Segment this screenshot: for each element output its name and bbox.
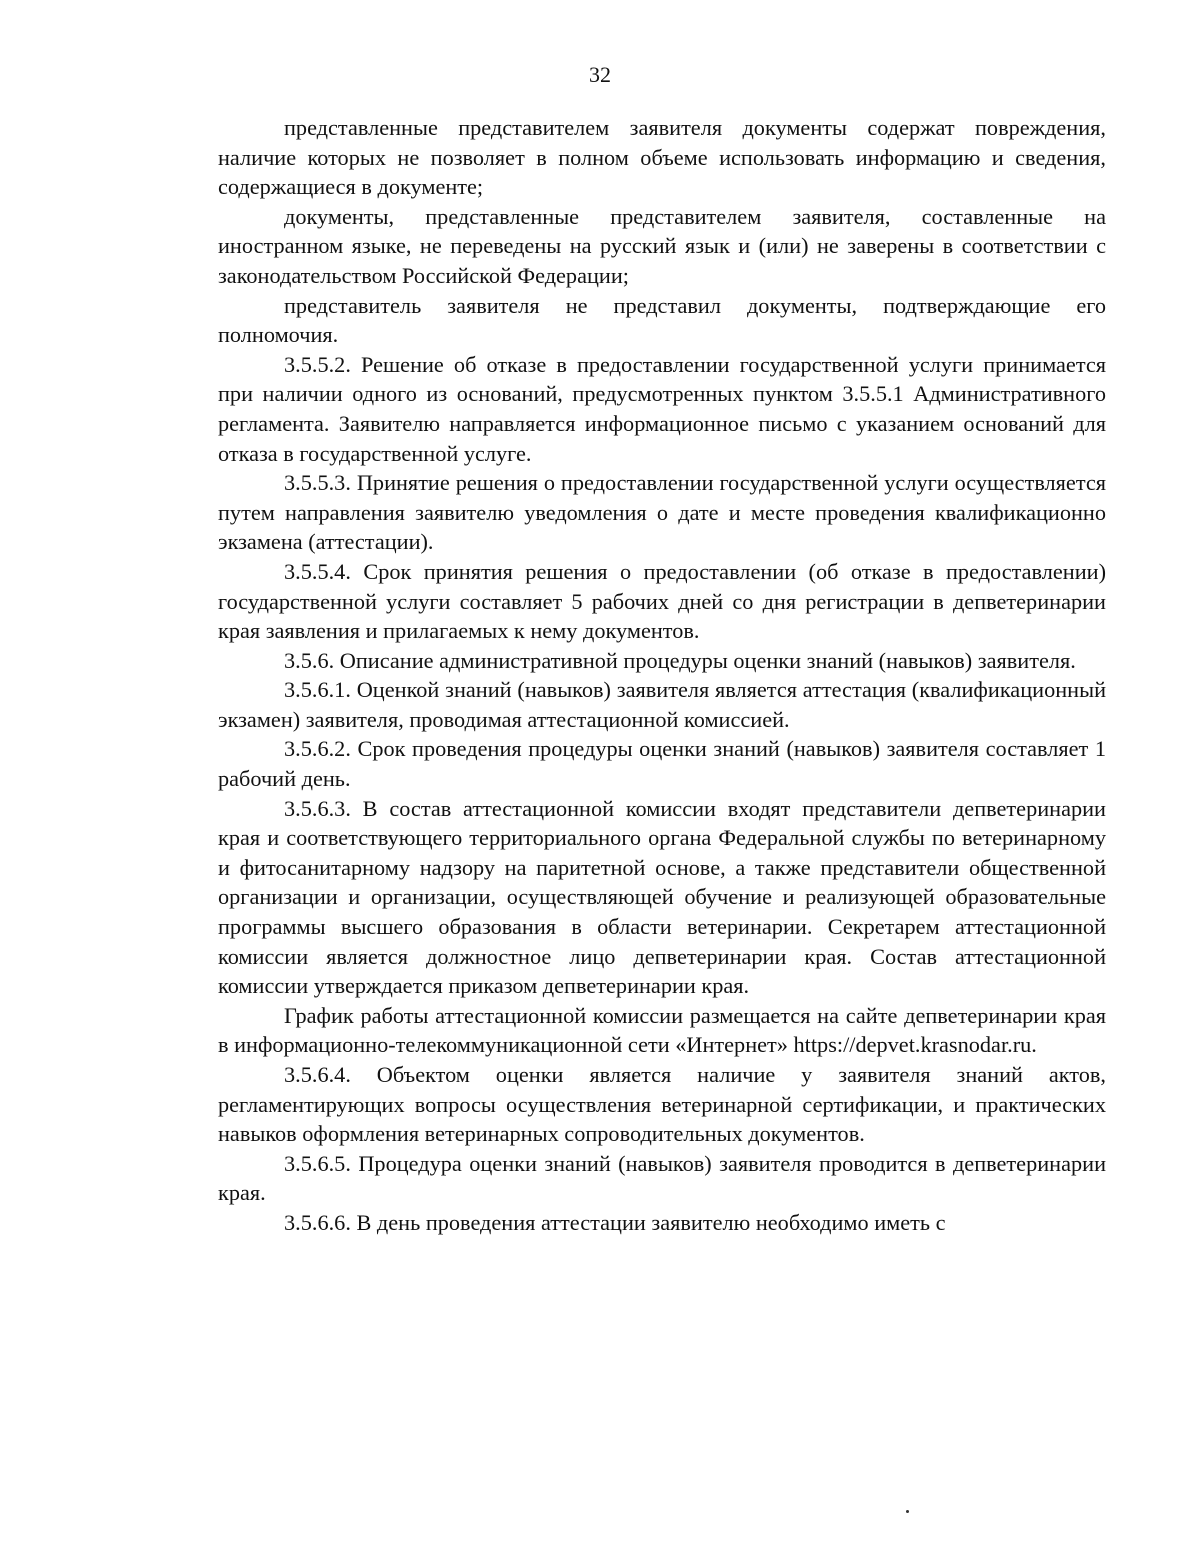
paragraph-3-5-6-5: 3.5.6.5. Процедура оценки знаний (навыков) заявителя проводится в депветеринарии края. (218, 1150, 1106, 1206)
scan-speck (906, 1510, 909, 1513)
document-body (218, 113, 1106, 1238)
page-number: 32 (589, 62, 611, 87)
paragraph-3-5-5-4: 3.5.5.4. Срок принятия решения о предоставлении (об отказе в предоставлении) государственной услуги составляет 5 рабочих дней со дня регистрации в депветеринарии края заявления и прилагаемых к нему документов. (218, 558, 1106, 644)
paragraph-3-5-6-1: 3.5.6.1. Оценкой знаний (навыков) заявителя является аттестация (квалификационный экзамен) заявителя, проводимая аттестационной комиссией. (218, 677, 1106, 732)
paragraph-3-5-6-6: 3.5.6.6. В день проведения аттестации заявителю необходимо иметь с (284, 1209, 946, 1235)
paragraph-3-5-5-3: 3.5.5.3. Принятие решения о предоставлении государственной услуги осуществляется путем направления заявителю уведомления о дате и месте проведения квалификационно экзамена (аттестации). (218, 470, 1106, 555)
paragraph-foreign-language-documents: документы, представленные представителем заявителя, составленные на иностранном языке, не переведены на русский язык и (или) не заверены в соответствии с законодательством Российской Федерации; (218, 203, 1106, 288)
paragraph-3-5-6-3: 3.5.6.3. В состав аттестационной комиссии входят представители депветеринарии края и соответствующего территориального органа Федеральной службы по ветеринарному и фитосанитарному надзору на паритетной основе, а также представители общественной организации и организации, осуществляющей обучение и реализующей образовательные программы высшего образования в области ветеринарии. Секретарем аттестационной комиссии является должностное лицо депветеринарии края. Состав аттестационной комиссии утверждается приказом депветеринарии края. (218, 795, 1106, 999)
paragraph-commission-schedule: График работы аттестационной комиссии размещается на сайте депветеринарии края в информационно-телекоммуникационной сети «Интернет» https://depvet.krasnodar.ru. (218, 1002, 1106, 1058)
paragraph-authority-documents: представитель заявителя не представил документы, подтверждающие его полномочия. (218, 292, 1106, 348)
paragraph-3-5-6: 3.5.6. Описание административной процедуры оценки знаний (навыков) заявителя. (284, 647, 1076, 673)
paragraph-3-5-5-2: 3.5.5.2. Решение об отказе в предоставлении государственной услуги принимается при наличии одного из оснований, предусмотренных пунктом 3.5.5.1 Административного регламента. Заявителю направляется информационное письмо с указанием оснований для отказа в государственной услуге. (218, 351, 1106, 466)
paragraph-3-5-6-4: 3.5.6.4. Объектом оценки является наличие у заявителя знаний актов, регламентирующих вопросы осуществления ветеринарной сертификации, и практических навыков оформления ветеринарных сопроводительных документов. (218, 1062, 1106, 1147)
paragraph-damaged-documents: представленные представителем заявителя документы содержат повреждения, наличие которых не позволяет в полном объеме использовать информацию и сведения, содержащиеся в документе; (218, 115, 1106, 200)
paragraph-3-5-6-2: 3.5.6.2. Срок проведения процедуры оценки знаний (навыков) заявителя составляет 1 рабочий день. (218, 736, 1106, 792)
